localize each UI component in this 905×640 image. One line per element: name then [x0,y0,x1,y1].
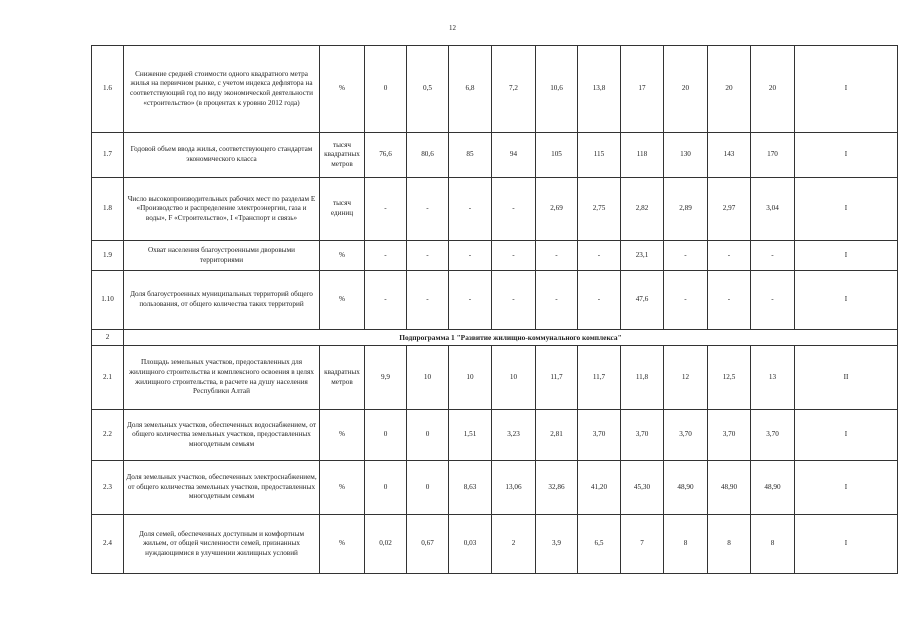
row-number-cell: 2.4 [92,515,124,574]
value-cell: 2,69 [536,178,578,241]
value-cell: 10 [449,346,492,410]
value-cell: 41,20 [578,461,621,515]
value-cell: - [492,271,536,330]
last-column-cell: I [795,133,898,178]
value-cell: 20 [751,46,795,133]
value-cell: 9,9 [365,346,407,410]
value-cell: 20 [664,46,708,133]
value-cell: - [449,241,492,271]
unit-cell: % [320,46,365,133]
value-cell: 6,5 [578,515,621,574]
indicator-name-cell: Доля земельных участков, обеспеченных водоснабжением, от общего количества земельных участков, предоставленных многодетным семьям [124,410,320,461]
table-row [92,241,898,271]
value-cell: 8 [708,515,751,574]
value-cell: 85 [449,133,492,178]
value-cell: 13 [751,346,795,410]
unit-cell: квадратных метров [320,346,365,410]
table-row [92,133,898,178]
value-cell: - [751,241,795,271]
table-row [92,410,898,461]
value-cell: 3,70 [708,410,751,461]
value-cell: 130 [664,133,708,178]
value-cell: 0 [365,410,407,461]
row-number-cell: 1.8 [92,178,124,241]
row-number-cell: 2.1 [92,346,124,410]
table-row [92,271,898,330]
table-body [92,46,898,574]
value-cell: 0,02 [365,515,407,574]
value-cell: - [536,271,578,330]
indicator-name-cell: Годовой объем ввода жилья, соответствующего стандартам экономического класса [124,133,320,178]
value-cell: 2,82 [621,178,664,241]
last-column-cell: I [795,271,898,330]
value-cell: 11,8 [621,346,664,410]
unit-cell: % [320,410,365,461]
unit-cell: % [320,461,365,515]
value-cell: 2 [492,515,536,574]
value-cell: - [365,271,407,330]
value-cell: - [492,241,536,271]
value-cell: 47,6 [621,271,664,330]
value-cell: 7 [621,515,664,574]
indicator-name-cell: Площадь земельных участков, предоставленных для жилищного строительства и комплексного освоения в целях жилищного строительства, в расчете на душу населения Республики Алтай [124,346,320,410]
value-cell: 0 [407,410,449,461]
value-cell: 115 [578,133,621,178]
subprogram-row [92,330,898,346]
value-cell: 118 [621,133,664,178]
value-cell: - [578,241,621,271]
value-cell: 8,63 [449,461,492,515]
value-cell: 17 [621,46,664,133]
row-number-cell: 1.10 [92,271,124,330]
value-cell: 76,6 [365,133,407,178]
value-cell: 80,6 [407,133,449,178]
unit-cell: % [320,241,365,271]
value-cell: 3,9 [536,515,578,574]
value-cell: 8 [751,515,795,574]
table-row [92,46,898,133]
value-cell: - [449,271,492,330]
value-cell: - [708,241,751,271]
value-cell: 13,06 [492,461,536,515]
value-cell: - [578,271,621,330]
last-column-cell: I [795,410,898,461]
value-cell: 0,5 [407,46,449,133]
value-cell: 0 [365,46,407,133]
value-cell: 11,7 [536,346,578,410]
value-cell: 3,23 [492,410,536,461]
table-row [92,178,898,241]
value-cell: - [664,271,708,330]
unit-cell: % [320,515,365,574]
value-cell: 48,90 [708,461,751,515]
last-column-cell: I [795,46,898,133]
value-cell: 45,30 [621,461,664,515]
value-cell: 12,5 [708,346,751,410]
value-cell: - [751,271,795,330]
indicator-name-cell: Число высокопроизводительных рабочих мест по разделам Е «Производство и распределение электроэнергии, газа и воды», F «Строительство», I «Транспорт и связь» [124,178,320,241]
unit-cell: % [320,271,365,330]
table-row [92,346,898,410]
value-cell: 7,2 [492,46,536,133]
value-cell: - [365,178,407,241]
value-cell: 12 [664,346,708,410]
value-cell: 2,81 [536,410,578,461]
indicator-name-cell: Доля семей, обеспеченных доступным и комфортным жильем, от общей численности семей, признанных нуждающимися в улучшении жилищных условий [124,515,320,574]
value-cell: 0 [365,461,407,515]
value-cell: - [407,241,449,271]
value-cell: 32,86 [536,461,578,515]
value-cell: - [365,241,407,271]
value-cell: 2,89 [664,178,708,241]
value-cell: 13,8 [578,46,621,133]
row-number-cell: 1.7 [92,133,124,178]
value-cell: 94 [492,133,536,178]
value-cell: 2,75 [578,178,621,241]
value-cell: 170 [751,133,795,178]
last-column-cell: I [795,515,898,574]
value-cell: 2,97 [708,178,751,241]
value-cell: 10,6 [536,46,578,133]
value-cell: - [536,241,578,271]
last-column-cell: I [795,178,898,241]
page-number: 12 [449,24,456,32]
value-cell: 48,90 [751,461,795,515]
value-cell: 10 [492,346,536,410]
value-cell: 23,1 [621,241,664,271]
indicator-name-cell: Доля благоустроенных муниципальных территорий общего пользования, от общего количества таких территорий [124,271,320,330]
value-cell: - [708,271,751,330]
last-column-cell: II [795,346,898,410]
indicators-table [91,45,898,574]
value-cell: 11,7 [578,346,621,410]
value-cell: - [492,178,536,241]
table-row [92,461,898,515]
last-column-cell: I [795,241,898,271]
unit-cell: тысяч квадратных метров [320,133,365,178]
value-cell: - [407,271,449,330]
row-number-cell: 2 [92,330,124,346]
value-cell: 20 [708,46,751,133]
value-cell: 3,70 [621,410,664,461]
value-cell: 105 [536,133,578,178]
value-cell: 0,03 [449,515,492,574]
value-cell: 8 [664,515,708,574]
value-cell: 6,8 [449,46,492,133]
value-cell: 3,70 [751,410,795,461]
value-cell: - [407,178,449,241]
row-number-cell: 2.2 [92,410,124,461]
value-cell: 48,90 [664,461,708,515]
value-cell: 3,04 [751,178,795,241]
indicator-name-cell: Охват населения благоустроенными дворовыми территориями [124,241,320,271]
value-cell: 3,70 [578,410,621,461]
table-row [92,515,898,574]
value-cell: - [449,178,492,241]
row-number-cell: 2.3 [92,461,124,515]
value-cell: 0,67 [407,515,449,574]
indicator-name-cell: Доля земельных участков, обеспеченных электроснабжением, от общего количества земельных участков, предоставленных многодетным семьям [124,461,320,515]
value-cell: 1,51 [449,410,492,461]
value-cell: 10 [407,346,449,410]
unit-cell: тысяч единиц [320,178,365,241]
value-cell: - [664,241,708,271]
value-cell: 3,70 [664,410,708,461]
last-column-cell: I [795,461,898,515]
value-cell: 0 [407,461,449,515]
row-number-cell: 1.6 [92,46,124,133]
subprogram-title-cell: Подпрограмма 1 "Развитие жилищно-коммунального комплекса" [124,330,898,346]
row-number-cell: 1.9 [92,241,124,271]
indicator-name-cell: Снижение средней стоимости одного квадратного метра жилья на первичном рынке, с учетом индекса дефлятора на соответствующий год по виду экономической деятельности «строительство» (в процентах к уровню 2012 года) [124,46,320,133]
value-cell: 143 [708,133,751,178]
